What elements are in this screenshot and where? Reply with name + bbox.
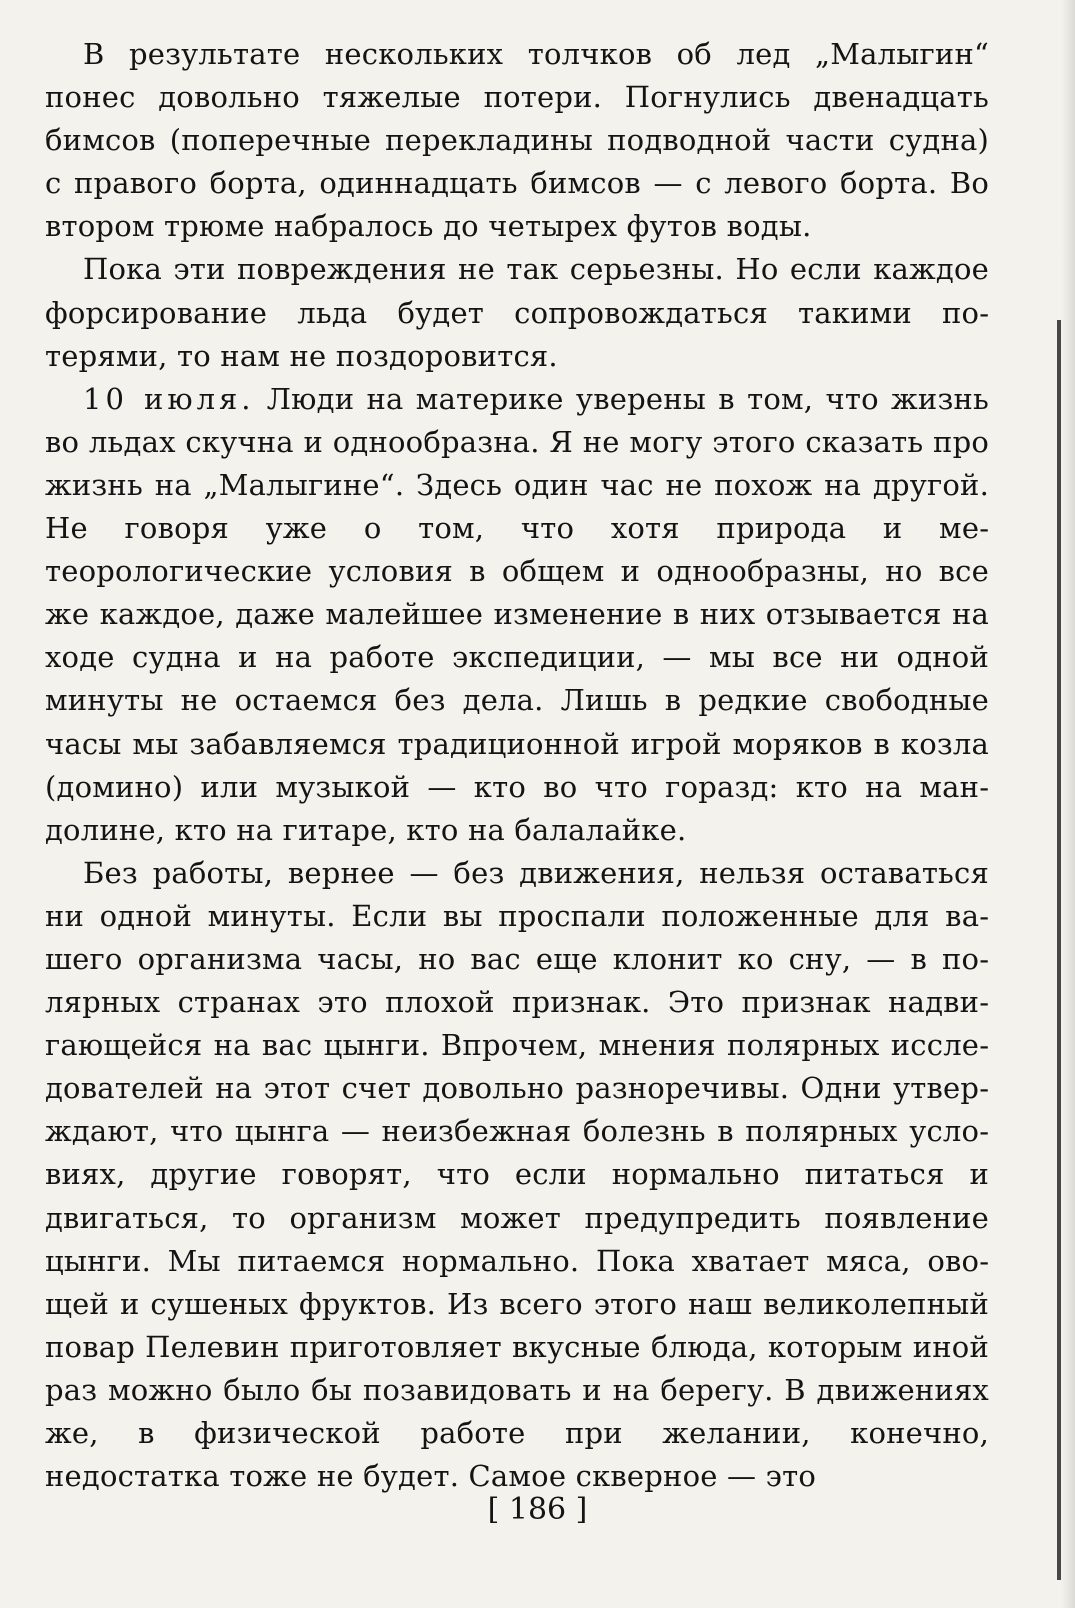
paragraph-2: [45, 248, 989, 377]
paragraph-2-text: Пока эти повреждения не так серьезны. Но если каждое форсирование льда будет сопровождаться такими потерями, то нам не поздоровится.: [45, 252, 989, 373]
page-number: [ 186 ]: [487, 1492, 588, 1527]
diary-date: 10 июля.: [83, 381, 255, 416]
paragraph-1: [45, 33, 989, 248]
paragraph-4-text: Без работы, вернее — без движения, нельзя оставаться ни одной минуты. Если вы проспали положенные для вашего организма часы, но вас еще клонит ко сну, — в полярных странах это плохой признак. Это признак надвигающейся на вас цынги. Впрочем, мнения полярных исследователей на этот счет довольно разноречивы. Одни утверждают, что цынга — неизбежная болезнь в полярных условиях, другие говорят, что если нормально питаться и двигаться, то организм может предупредить появление цынги. Мы питаемся нормально. Пока хватает мяса, овощей и сушеных фруктов. Из всего этого наш великолепный повар Пелевин приготовляет вкусные блюда, которым иной раз можно было бы позавидовать и на берегу. В движениях же, в физической работе при желании, конечно, недостатка тоже не будет. Самое скверное — это: [45, 855, 989, 1494]
body-text: [45, 33, 989, 1498]
paragraph-3-text: Люди на материке уверены в том, что жизнь во льдах скучна и однообразна. Я не могу этого сказать про жизнь на „Малыгине“. Здесь один час не похож на другой. Не говоря уже о том, что хотя природа и метеорологические условия в общем и однообразны, но все же каждое, даже малейшее изменение в них отзывается на ходе судна и на работе экспедиции, — мы все ни одной минуты не остаемся без дела. Лишь в редкие свободные часы мы забавляемся традиционной игрой моряков в козла (домино) или музыкой — кто во что горазд: кто на мандолине, кто на гитаре, кто на балалайке.: [45, 381, 989, 847]
paragraph-4: [45, 852, 989, 1498]
page-edge-shadow: [1061, 0, 1075, 1608]
paragraph-1-text: В результате нескольких толчков об лед „Малыгин“ понес довольно тяжелые потери. Погнулись двенадцать бимсов (поперечные перекладины подводной части судна) с правого борта, одиннадцать бимсов — с левого борта. Во втором трюме набралось до четырех футов воды.: [45, 37, 989, 244]
paragraph-3: [45, 378, 989, 852]
page-binding-edge: [1057, 320, 1061, 1580]
